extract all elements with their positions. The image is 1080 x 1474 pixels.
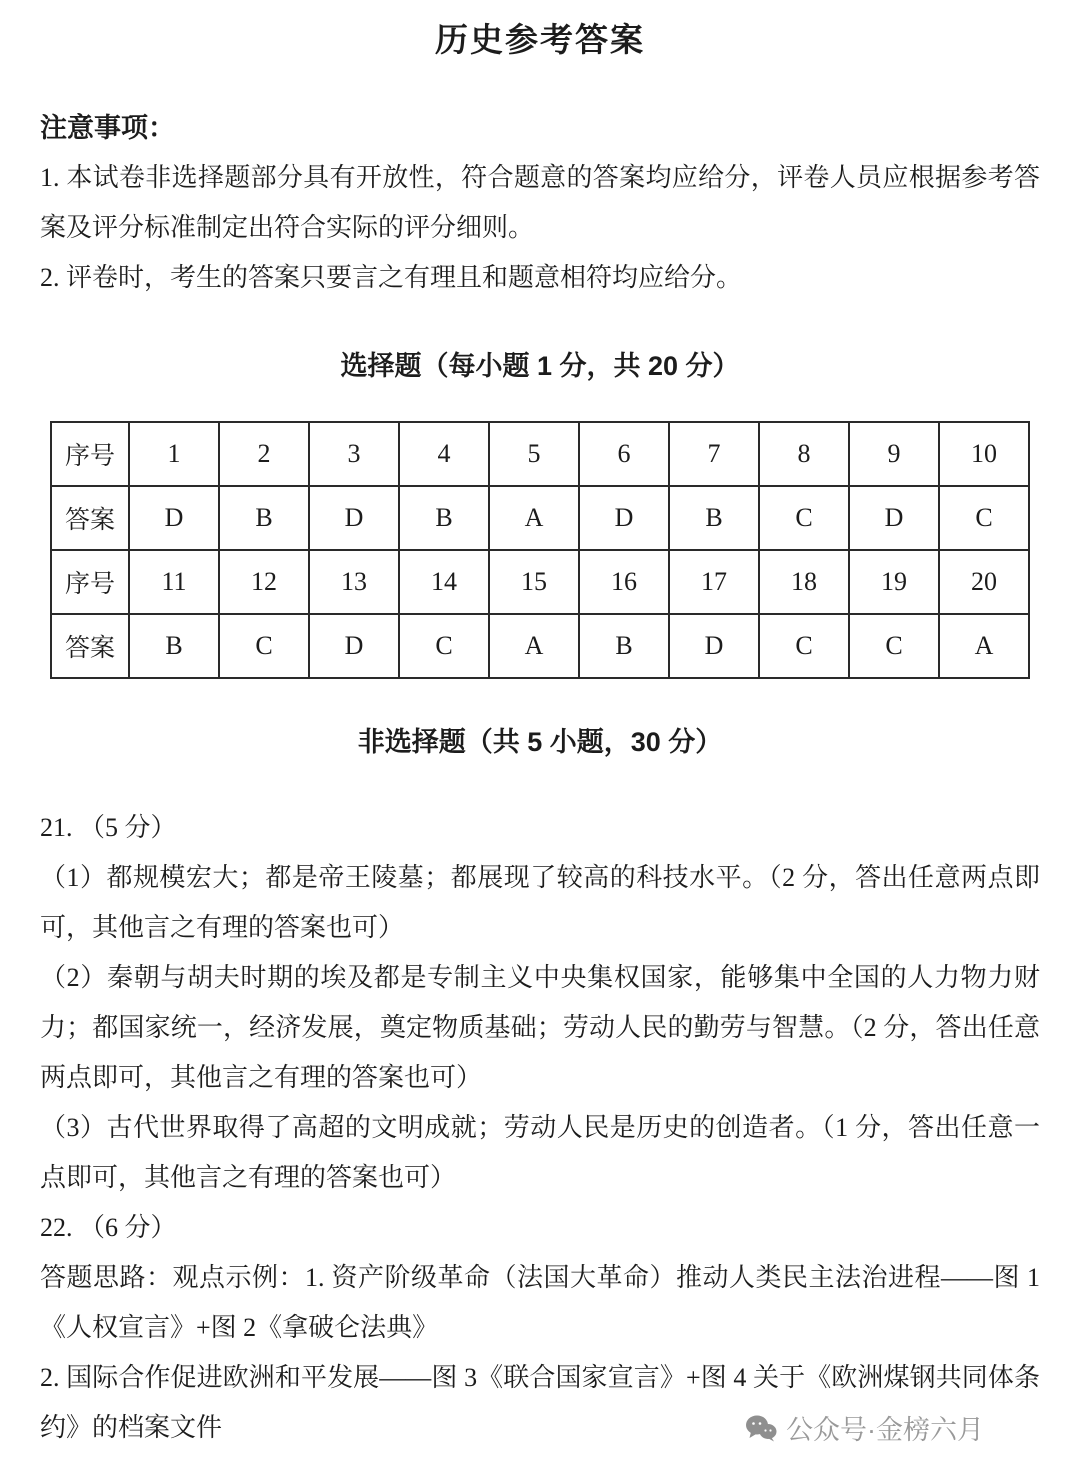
table-cell: 18: [759, 550, 849, 614]
row-label: 答案: [51, 614, 129, 678]
table-row: [51, 486, 1029, 550]
subjective-answers: [40, 803, 1040, 1453]
answer-paragraph-q22: 22. （6 分）: [40, 1213, 177, 1242]
table-cell: 8: [759, 422, 849, 486]
table-cell: A: [939, 614, 1029, 678]
table-cell: C: [759, 486, 849, 550]
answer-paragraph-q21-2: （2）秦朝与胡夫时期的埃及都是专制主义中央集权国家，能够集中全国的人力物力财力；都国家统一，经济发展，奠定物质基础；劳动人民的勤劳与智慧。（2 分，答出任意两点即可，其他言之有理的答案也可）: [40, 963, 1040, 1092]
table-cell: 20: [939, 550, 1029, 614]
table-cell: 14: [399, 550, 489, 614]
table-cell: 13: [309, 550, 399, 614]
table-cell: 4: [399, 422, 489, 486]
note-item-2: 2. 评卷时，考生的答案只要言之有理且和题意相符均应给分。: [40, 263, 743, 292]
table-cell: 3: [309, 422, 399, 486]
note-item-1: 1. 本试卷非选择题部分具有开放性，符合题意的答案均应给分，评卷人员应根据参考答案及评分标准制定出符合实际的评分细则。: [40, 163, 1040, 242]
table-row: [51, 550, 1029, 614]
table-cell: 15: [489, 550, 579, 614]
table-cell: 5: [489, 422, 579, 486]
table-cell: 19: [849, 550, 939, 614]
table-cell: A: [489, 486, 579, 550]
watermark-text: 公众号·金榜六月: [786, 1415, 984, 1445]
page-title: 历史参考答案: [435, 21, 645, 58]
table-cell: 6: [579, 422, 669, 486]
table-cell: D: [579, 486, 669, 550]
table-cell: 10: [939, 422, 1029, 486]
watermark: [741, 1406, 988, 1449]
table-cell: 17: [669, 550, 759, 614]
table-row: [51, 614, 1029, 678]
table-cell: D: [309, 614, 399, 678]
table-cell: A: [489, 614, 579, 678]
table-cell: D: [129, 486, 219, 550]
notes-heading: 注意事项：: [40, 113, 175, 143]
table-cell: C: [399, 614, 489, 678]
table-cell: C: [849, 614, 939, 678]
table-cell: 16: [579, 550, 669, 614]
row-label: 序号: [51, 422, 129, 486]
answer-paragraph-q21: 21. （5 分）: [40, 813, 177, 842]
table-cell: 7: [669, 422, 759, 486]
table-cell: B: [399, 486, 489, 550]
document-page: [0, 14, 1080, 1453]
choice-section-heading: 选择题（每小题 1 分，共 20 分）: [340, 351, 740, 381]
answer-paragraph-q21-1: （1）都规模宏大；都是帝王陵墓；都展现了较高的科技水平。（2 分，答出任意两点即可，其他言之有理的答案也可）: [40, 863, 1040, 942]
table-cell: 2: [219, 422, 309, 486]
answer-paragraph-q22-idea-2: 2. 国际合作促进欧洲和平发展——图 3《联合国家宣言》+图 4 关于《欧洲煤钢共同体条约》的档案文件: [40, 1363, 1040, 1442]
table-cell: C: [219, 614, 309, 678]
table-cell: B: [129, 614, 219, 678]
table-cell: D: [849, 486, 939, 550]
answer-paragraph-q22-idea-1: 答题思路：观点示例：1. 资产阶级革命（法国大革命）推动人类民主法治进程——图 1《人权宣言》+图 2《拿破仑法典》: [40, 1263, 1040, 1342]
answer-paragraph-q21-3: （3）古代世界取得了高超的文明成就；劳动人民是历史的创造者。（1 分，答出任意一点即可，其他言之有理的答案也可）: [40, 1113, 1040, 1192]
table-cell: D: [309, 486, 399, 550]
table-cell: C: [939, 486, 1029, 550]
table-cell: 12: [219, 550, 309, 614]
table-cell: B: [219, 486, 309, 550]
table-cell: 9: [849, 422, 939, 486]
table-cell: 11: [129, 550, 219, 614]
wechat-icon: [745, 1414, 777, 1442]
table-cell: 1: [129, 422, 219, 486]
table-cell: B: [579, 614, 669, 678]
table-row: [51, 422, 1029, 486]
answer-table: [50, 421, 1030, 679]
row-label: 序号: [51, 550, 129, 614]
subjective-section-heading: 非选择题（共 5 小题，30 分）: [357, 727, 723, 757]
table-cell: C: [759, 614, 849, 678]
table-cell: D: [669, 614, 759, 678]
table-cell: B: [669, 486, 759, 550]
row-label: 答案: [51, 486, 129, 550]
